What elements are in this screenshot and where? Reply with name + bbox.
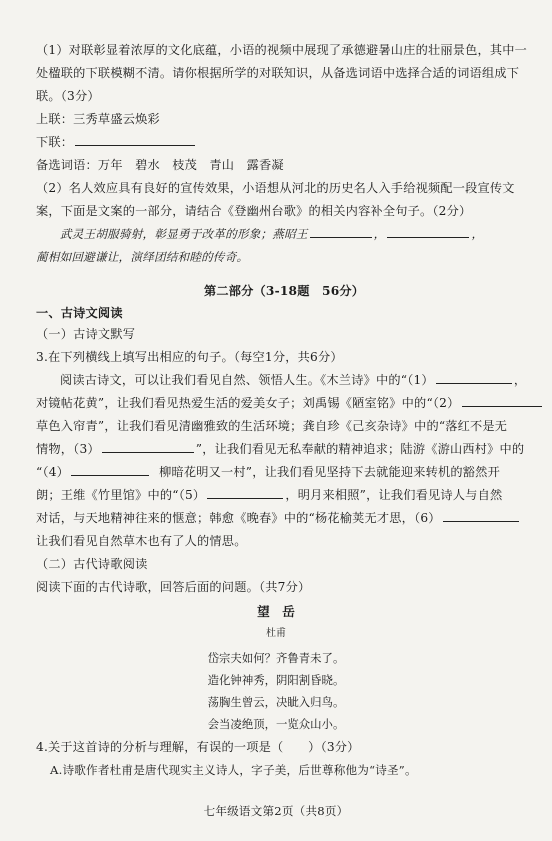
poem-line-2: 造化钟神秀，阴阳割昏晓。 xyxy=(207,673,345,687)
poem-instruction: 阅读下面的古代诗歌，回答后面的问题。（共7分） xyxy=(36,580,311,594)
q3-para-line-3: 草色入帘青”，让我们看见清幽雅致的生活环境；龚自珍《己亥杂诗》中的“落红不是无 xyxy=(36,419,508,433)
blank-2[interactable] xyxy=(462,395,542,407)
blank-4[interactable] xyxy=(71,464,149,476)
q3-para-line-1 xyxy=(60,372,526,388)
poem-line-3: 荡胸生曾云，决眦入归鸟。 xyxy=(207,695,345,709)
q2-line-3-text: 武灵王胡服骑射，彰显勇于改革的形象；燕昭王 xyxy=(60,227,308,241)
q3-para-line-1-text: 阅读古诗文，可以让我们看见自然、领悟人生。《木兰诗》中的“（1） xyxy=(60,373,434,387)
q3-para-line-4 xyxy=(36,441,524,457)
page-footer: 七年级语文第2页（共8页） xyxy=(203,804,349,818)
q3-para-line-8: 让我们看见自然草木也有了人的情思。 xyxy=(36,534,247,548)
q2-line-1: （2）名人效应具有良好的宣传效果，小语想从河北的历史名人入手给视频配一段宣传文 xyxy=(36,181,515,195)
poem-author: 杜甫 xyxy=(266,628,286,639)
q3-para-line-1-tail: ， xyxy=(513,373,527,387)
subsection-2-title: （二）古代诗歌阅读 xyxy=(36,557,148,571)
q3-stem: 3.在下列横线上填写出相应的句子。（每空1分，共6分） xyxy=(36,350,343,364)
q3-para-line-5-tail: 柳暗花明又一村”，让我们看见坚持下去就能迎来转机的豁然开 xyxy=(159,465,500,479)
q3-para-line-5 xyxy=(36,464,500,480)
q3-para-line-6 xyxy=(36,487,502,503)
q3-para-line-5-text: “（4） xyxy=(36,465,70,479)
section-1-title: 一、古诗文阅读 xyxy=(36,306,123,320)
lower-couplet xyxy=(36,134,197,150)
q2-line-4: 蔺相如回避谦让，演绎团结和睦的传奇。 xyxy=(36,250,249,264)
q2-blank-1[interactable] xyxy=(310,226,372,238)
poem-line-1: 岱宗夫如何？齐鲁青未了。 xyxy=(207,651,345,665)
blank-3[interactable] xyxy=(102,441,194,453)
q2-comma: ， xyxy=(373,227,386,241)
q1-line-3: 联。（3分） xyxy=(36,89,100,103)
lower-couplet-label: 下联： xyxy=(36,135,74,149)
q2-blank-2[interactable] xyxy=(387,226,469,238)
q3-para-line-7-text: 对话，与天地精神往来的惬意；韩愈《晚春》中的“杨花榆荚无才思，（6） xyxy=(36,511,441,525)
q4-stem: 4.关于这首诗的分析与理解，有误的一项是（ ）（3分） xyxy=(36,740,360,754)
lower-couplet-blank[interactable] xyxy=(75,134,195,146)
poem-title: 望 岳 xyxy=(257,604,295,619)
q4-option-a: A.诗歌作者杜甫是唐代现实主义诗人，字子美，后世尊称他为“诗圣”。 xyxy=(50,763,417,777)
q3-para-line-4-text: 情物，（3） xyxy=(36,442,100,456)
subsection-1-title: （一）古诗文默写 xyxy=(36,327,136,341)
q3-para-line-6-text: 朗；王维《竹里馆》中的“（5） xyxy=(36,488,206,502)
blank-1[interactable] xyxy=(436,372,512,384)
q1-line-2: 处楹联的下联模糊不清。请你根据所学的对联知识，从备选词语中选择合适的词语组成下 xyxy=(36,66,520,80)
q3-para-line-6-tail: ，明月来相照”，让我们看见诗人与自然 xyxy=(285,488,503,502)
q3-para-line-4-tail: ”，让我们看见无私奉献的精神追求；陆游《游山西村》中的 xyxy=(195,442,525,456)
q2-line-2: 案，下面是文案的一部分，请结合《登幽州台歌》的相关内容补全句子。（2分） xyxy=(36,204,472,218)
q3-para-line-2-text: 对镜帖花黄”，让我们看见热爱生活的爱美女子；刘禹锡《陋室铭》中的“（2） xyxy=(36,396,460,410)
q2-line-3: 武灵王胡服骑射，彰显勇于改革的形象；燕昭王 ， ， xyxy=(60,227,484,241)
upper-couplet: 上联：三秀草盛云焕彩 xyxy=(36,112,160,126)
poem-line-4: 会当凌绝顶，一览众山小。 xyxy=(207,717,345,731)
blank-6[interactable] xyxy=(443,510,519,522)
blank-5[interactable] xyxy=(207,487,283,499)
q3-para-line-7 xyxy=(36,510,521,526)
q1-line-1: （1）对联彰显着浓厚的文化底蕴，小语的视频中展现了承德避暑山庄的壮丽景色，其中一 xyxy=(36,43,528,57)
q3-para-line-2 xyxy=(36,395,544,411)
part2-heading: 第二部分（3-18题 56分） xyxy=(204,284,365,298)
option-words: 备选词语：万年 碧水 枝茂 青山 露香凝 xyxy=(36,158,284,172)
